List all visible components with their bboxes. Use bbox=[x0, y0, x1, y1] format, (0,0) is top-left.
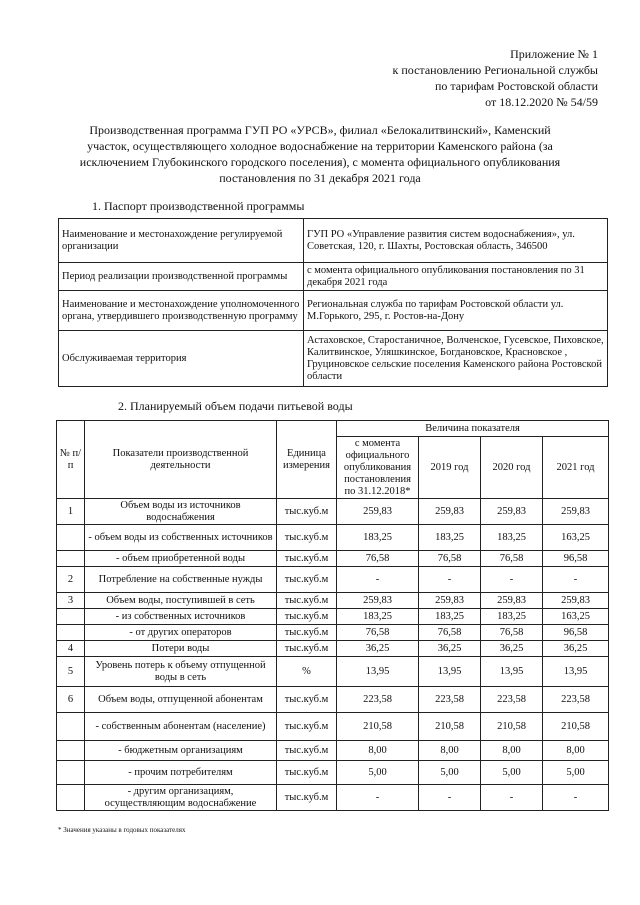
row-value: 96,58 bbox=[543, 625, 609, 641]
row-value: 76,58 bbox=[337, 625, 419, 641]
row-unit: тыс.куб.м bbox=[277, 641, 337, 657]
section-1-title: 1. Паспорт производственной программы bbox=[92, 199, 305, 213]
appendix-line-3: по тарифам Ростовской области bbox=[434, 79, 598, 93]
row-value: - bbox=[419, 567, 481, 593]
row-value: 36,25 bbox=[481, 641, 543, 657]
passport-value: Региональная служба по тарифам Ростовской области ул. М.Горького, 295, г. Ростов-на-Дону bbox=[304, 291, 608, 331]
row-indicator: - прочим потребителям bbox=[85, 761, 277, 785]
row-num: 3 bbox=[57, 593, 85, 609]
row-value: 8,00 bbox=[337, 741, 419, 761]
row-indicator: Уровень потерь к объему отпущенной воды в сеть bbox=[85, 657, 277, 687]
row-value: 163,25 bbox=[543, 609, 609, 625]
row-value: - bbox=[543, 785, 609, 811]
table-row bbox=[57, 761, 609, 785]
row-indicator: Потери воды bbox=[85, 641, 277, 657]
passport-label: Наименование и местонахождение регулируемой организации bbox=[59, 219, 304, 263]
row-unit: тыс.куб.м bbox=[277, 567, 337, 593]
row-value: 5,00 bbox=[337, 761, 419, 785]
row-num bbox=[57, 713, 85, 741]
row-num bbox=[57, 625, 85, 641]
row-value: 223,58 bbox=[419, 687, 481, 713]
table-row bbox=[57, 567, 609, 593]
row-value: 259,83 bbox=[337, 593, 419, 609]
row-unit: тыс.куб.м bbox=[277, 525, 337, 551]
row-unit: тыс.куб.м bbox=[277, 625, 337, 641]
row-value: 13,95 bbox=[481, 657, 543, 687]
row-indicator: Объем воды из источников водоснабжения bbox=[85, 499, 277, 525]
row-unit: тыс.куб.м bbox=[277, 713, 337, 741]
row-unit: тыс.куб.м bbox=[277, 687, 337, 713]
passport-label: Обслуживаемая территория bbox=[59, 331, 304, 387]
row-value: 5,00 bbox=[419, 761, 481, 785]
row-value: - bbox=[337, 785, 419, 811]
header-num: № п/п bbox=[57, 421, 85, 499]
row-value: 259,83 bbox=[481, 499, 543, 525]
row-num bbox=[57, 609, 85, 625]
row-value: 223,58 bbox=[543, 687, 609, 713]
row-value: 210,58 bbox=[419, 713, 481, 741]
row-value: 36,25 bbox=[543, 641, 609, 657]
appendix-line-4: от 18.12.2020 № 54/59 bbox=[485, 95, 598, 109]
row-num bbox=[57, 551, 85, 567]
row-unit: тыс.куб.м bbox=[277, 741, 337, 761]
row-value: - bbox=[481, 785, 543, 811]
table-row bbox=[57, 657, 609, 687]
passport-row bbox=[59, 263, 608, 291]
passport-row bbox=[59, 219, 608, 263]
header-unit: Единица измерения bbox=[277, 421, 337, 499]
row-num bbox=[57, 785, 85, 811]
row-value: 259,83 bbox=[419, 499, 481, 525]
row-value: 13,95 bbox=[543, 657, 609, 687]
table-row bbox=[57, 593, 609, 609]
header-value-group: Величина показателя bbox=[337, 421, 609, 437]
row-value: 259,83 bbox=[481, 593, 543, 609]
row-value: 183,25 bbox=[481, 525, 543, 551]
row-unit: тыс.куб.м bbox=[277, 551, 337, 567]
row-num: 5 bbox=[57, 657, 85, 687]
row-num: 1 bbox=[57, 499, 85, 525]
row-unit: тыс.куб.м bbox=[277, 609, 337, 625]
row-num: 4 bbox=[57, 641, 85, 657]
appendix-line-2: к постановлению Региональной службы bbox=[392, 63, 598, 77]
row-indicator: - от других операторов bbox=[85, 625, 277, 641]
header-2019: 2019 год bbox=[419, 437, 481, 499]
row-value: - bbox=[337, 567, 419, 593]
row-value: 5,00 bbox=[481, 761, 543, 785]
row-unit: тыс.куб.м bbox=[277, 593, 337, 609]
row-value: 183,25 bbox=[337, 609, 419, 625]
appendix-line-1: Приложение № 1 bbox=[510, 47, 598, 61]
row-indicator: Объем воды, поступившей в сеть bbox=[85, 593, 277, 609]
appendix-block bbox=[393, 46, 598, 110]
row-value: 5,00 bbox=[543, 761, 609, 785]
row-value: 183,25 bbox=[419, 609, 481, 625]
row-value: 76,58 bbox=[337, 551, 419, 567]
row-num: 2 bbox=[57, 567, 85, 593]
row-value: 223,58 bbox=[481, 687, 543, 713]
row-value: 210,58 bbox=[337, 713, 419, 741]
table-row bbox=[57, 609, 609, 625]
passport-row bbox=[59, 291, 608, 331]
row-value: 76,58 bbox=[419, 551, 481, 567]
table-row bbox=[57, 551, 609, 567]
row-value: 183,25 bbox=[481, 609, 543, 625]
header-2021: 2021 год bbox=[543, 437, 609, 499]
row-indicator: - другим организациям, осуществляющим водоснабжение bbox=[85, 785, 277, 811]
table-row bbox=[57, 687, 609, 713]
table-row bbox=[57, 741, 609, 761]
row-value: - bbox=[543, 567, 609, 593]
row-value: 163,25 bbox=[543, 525, 609, 551]
row-num bbox=[57, 761, 85, 785]
row-value: 76,58 bbox=[481, 551, 543, 567]
row-value: 8,00 bbox=[481, 741, 543, 761]
row-indicator: Потребление на собственные нужды bbox=[85, 567, 277, 593]
row-unit: тыс.куб.м bbox=[277, 785, 337, 811]
passport-value: с момента официального опубликования постановления по 31 декабря 2021 года bbox=[304, 263, 608, 291]
row-value: 183,25 bbox=[419, 525, 481, 551]
row-value: 76,58 bbox=[481, 625, 543, 641]
passport-row bbox=[59, 331, 608, 387]
row-value: 13,95 bbox=[337, 657, 419, 687]
row-value: 259,83 bbox=[543, 593, 609, 609]
passport-value: ГУП РО «Управление развития систем водоснабжения», ул. Советская, 120, г. Шахты, Ростовская область, 346500 bbox=[304, 219, 608, 263]
passport-label: Наименование и местонахождение уполномоченного органа, утвердившего производственную программу bbox=[59, 291, 304, 331]
row-value: 13,95 bbox=[419, 657, 481, 687]
water-volume-table bbox=[56, 420, 609, 811]
row-value: 210,58 bbox=[543, 713, 609, 741]
row-num: 6 bbox=[57, 687, 85, 713]
row-indicator: Объем воды, отпущенной абонентам bbox=[85, 687, 277, 713]
row-value: 96,58 bbox=[543, 551, 609, 567]
footnote: * Значения указаны в годовых показателях bbox=[58, 826, 186, 834]
row-value: 183,25 bbox=[337, 525, 419, 551]
row-unit: тыс.куб.м bbox=[277, 761, 337, 785]
row-num bbox=[57, 741, 85, 761]
table-row bbox=[57, 525, 609, 551]
document-heading: Производственная программа ГУП РО «УРСВ», филиал «Белокалитвинский», Каменский участок, осуществляющего холодное водоснабжение на территории Каменского района (за исключением Глубокинского городского поселения), с момента официального опубликования постановления по 31 декабря 2021 года bbox=[79, 123, 561, 185]
table-row bbox=[57, 499, 609, 525]
section-2-title: 2. Планируемый объем подачи питьевой воды bbox=[118, 399, 353, 413]
row-value: 76,58 bbox=[419, 625, 481, 641]
header-indicator: Показатели производственной деятельности bbox=[85, 421, 277, 499]
passport-table bbox=[58, 218, 608, 387]
row-value: 259,83 bbox=[419, 593, 481, 609]
row-num bbox=[57, 525, 85, 551]
row-value: 210,58 bbox=[481, 713, 543, 741]
row-indicator: - объем приобретенной воды bbox=[85, 551, 277, 567]
table-header-row bbox=[57, 421, 609, 437]
row-value: - bbox=[419, 785, 481, 811]
row-value: 8,00 bbox=[543, 741, 609, 761]
row-value: 8,00 bbox=[419, 741, 481, 761]
header-2020: 2020 год bbox=[481, 437, 543, 499]
header-period: с момента официального опубликования постановления по 31.12.2018* bbox=[337, 437, 419, 499]
table-row bbox=[57, 713, 609, 741]
row-indicator: - бюджетным организациям bbox=[85, 741, 277, 761]
table-row bbox=[57, 625, 609, 641]
table-row bbox=[57, 785, 609, 811]
row-value: - bbox=[481, 567, 543, 593]
row-value: 259,83 bbox=[337, 499, 419, 525]
row-value: 259,83 bbox=[543, 499, 609, 525]
row-unit: % bbox=[277, 657, 337, 687]
row-value: 223,58 bbox=[337, 687, 419, 713]
row-value: 36,25 bbox=[337, 641, 419, 657]
row-unit: тыс.куб.м bbox=[277, 499, 337, 525]
passport-label: Период реализации производственной программы bbox=[59, 263, 304, 291]
row-indicator: - из собственных источников bbox=[85, 609, 277, 625]
table-row bbox=[57, 641, 609, 657]
row-indicator: - объем воды из собственных источников bbox=[85, 525, 277, 551]
row-indicator: - собственным абонентам (население) bbox=[85, 713, 277, 741]
row-value: 36,25 bbox=[419, 641, 481, 657]
passport-value: Астаховское, Старостаничное, Волченское, Гусевское, Пиховское, Калитвинское, Уляшкинское, Богдановское, Красновское , Груциновское сельские поселения Каменского района Ростовской области bbox=[304, 331, 608, 387]
